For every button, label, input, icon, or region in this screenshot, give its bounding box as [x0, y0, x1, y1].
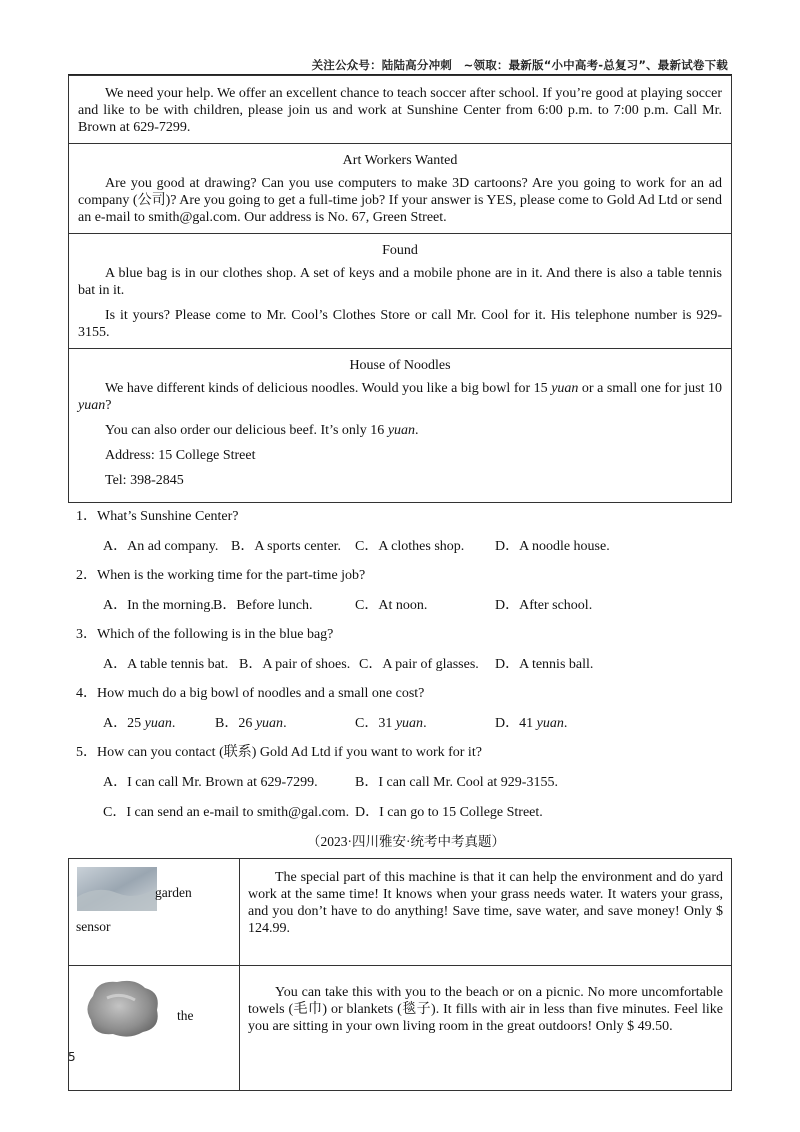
option-value: B．26 — [215, 716, 253, 731]
ad-noodles-para-2 — [78, 422, 722, 439]
question-options — [76, 773, 736, 793]
option-a[interactable]: A．I can call Mr. Brown at 629-7299. — [103, 775, 318, 790]
option-value: A．25 — [103, 716, 142, 731]
option-b[interactable]: B．Before lunch. — [213, 598, 313, 613]
ad-found-para-2: Is it yours? Please come to Mr. Cool’s Clothes Store or call Mr. Cool for it. His telephone number is 929-3155. — [78, 308, 722, 340]
question-options — [76, 537, 736, 557]
ad-found — [69, 234, 732, 349]
option-end: . — [283, 716, 287, 731]
option-c[interactable]: C．I can send an e-mail to smith@gal.com. — [103, 805, 350, 820]
ad-noodles-address: Address: 15 College Street — [105, 448, 256, 463]
option-d[interactable]: D．After school. — [495, 598, 593, 613]
option-b[interactable]: B．A pair of shoes. — [239, 657, 351, 672]
ad-noodles — [69, 349, 732, 503]
ad-noodles-tel: Tel: 398-2845 — [105, 473, 184, 488]
option-c[interactable]: C．A clothes shop. — [355, 539, 465, 554]
question-4 — [76, 684, 736, 734]
ad-art-workers — [69, 144, 732, 234]
option-c[interactable]: C．At noon. — [355, 598, 428, 613]
air-cushion-image — [83, 976, 163, 1040]
noodles-text-e: ? — [105, 398, 112, 413]
product-label-the: the — [177, 1008, 194, 1023]
option-end: . — [563, 716, 568, 731]
ad-soccer-text: We need your help. We offer an excellent chance to teach soccer after school. If you’re good at playing soccer and like to be with children, please join us and work at Sunshine Center from 6:00 p.m. to 7:00 p.m. Call Mr. Brown at 629-7299. — [78, 86, 722, 135]
product-description: You can take this with you to the beach or on a picnic. No more uncomfortable towels (毛巾) or blankets (毯子). It fills with air in less than five minutes. Feel like you are sitting in your own living room in the great outdoors! Only $ 49.50. — [248, 985, 723, 1034]
page-number: 5 — [68, 1050, 76, 1064]
option-b[interactable]: B．A sports center. — [231, 539, 342, 554]
option-a[interactable] — [103, 714, 175, 734]
question-stem: 3．Which of the following is in the blue bag? — [76, 627, 334, 642]
question-stem: 5．How can you contact (联系) Gold Ad Ltd if you want to work for it? — [76, 745, 482, 760]
ad-found-para-1: A blue bag is in our clothes shop. A set of keys and a mobile phone are in it. And there is also a table tennis bat in it. — [78, 266, 722, 298]
option-c[interactable] — [355, 714, 427, 734]
option-unit: yuan — [255, 716, 284, 731]
option-d[interactable]: D．I can go to 15 College Street. — [355, 805, 543, 820]
page-header: 关注公众号：陆陆高分冲刺 ~领取：最新版“小中高考-总复习”、最新试卷下载 — [311, 58, 728, 72]
product-row-garden-sensor — [69, 859, 732, 966]
ads-table — [68, 75, 732, 503]
question-1 — [76, 507, 736, 557]
question-5 — [76, 743, 736, 823]
option-a[interactable]: A．An ad company. — [103, 539, 219, 554]
option-c[interactable]: C．A pair of glasses. — [359, 657, 479, 672]
question-3 — [76, 625, 736, 675]
option-value: C．31 — [355, 716, 393, 731]
question-stem: 2．When is the working time for the part-time job? — [76, 568, 366, 583]
ad-art-title: Art Workers Wanted — [342, 153, 458, 168]
ad-noodles-para-1 — [78, 380, 722, 414]
option-value: D．41 — [495, 716, 534, 731]
ad-found-title: Found — [382, 243, 418, 258]
question-2 — [76, 566, 736, 616]
product-label-sensor: sensor — [76, 919, 111, 934]
product-description: The special part of this machine is that it can help the environment and do yard work at the same time! It knows when your grass needs water. It waters your grass, and you don’t have to do anything! Save time, save water, and save money! Only $ 124.99. — [248, 870, 723, 936]
ad-soccer — [69, 76, 732, 144]
option-d[interactable]: D．A tennis ball. — [495, 657, 594, 672]
product-row-air-cushion — [69, 966, 732, 1091]
noodles-beef-end: . — [415, 423, 419, 438]
question-options — [76, 803, 736, 823]
question-options — [76, 596, 736, 616]
products-table — [68, 858, 732, 1091]
question-stem: 1．What’s Sunshine Center? — [76, 509, 239, 524]
option-a[interactable]: A．In the morning. — [103, 598, 214, 613]
exam-source: （2023·四川雅安·统考中考真题） — [307, 834, 505, 849]
option-a[interactable]: A．A table tennis bat. — [103, 657, 229, 672]
ad-art-text: Are you good at drawing? Can you use computers to make 3D cartoons? Are you going to work for an ad company (公司)? Are you going to get a full-time job? If your answer is YES, please come to Gold Ad Ltd or send an e-mail to smith@gal.com. Our address is No. 67, Green Street. — [78, 176, 722, 225]
question-stem: 4．How much do a big bowl of noodles and a small one cost? — [76, 686, 425, 701]
noodles-unit-2: yuan — [78, 398, 106, 413]
option-end: . — [171, 716, 176, 731]
option-b[interactable]: B．I can call Mr. Cool at 929-3155. — [355, 775, 558, 790]
option-unit: yuan — [144, 716, 172, 731]
option-d[interactable]: D．A noodle house. — [495, 539, 610, 554]
questions-section — [76, 507, 736, 852]
ad-noodles-title: House of Noodles — [349, 358, 451, 373]
product-label-garden: garden — [155, 885, 192, 900]
noodles-text-c: or a small one for just 10 — [578, 381, 722, 396]
noodles-beef-text: You can also order our delicious beef. It’s only 16 — [105, 423, 388, 438]
noodles-text-a: We have different kinds of delicious noodles. Would you like a big bowl for 15 — [105, 381, 552, 396]
option-unit: yuan — [395, 716, 424, 731]
garden-sensor-image — [77, 867, 157, 911]
option-unit: yuan — [536, 716, 564, 731]
question-options — [76, 655, 736, 675]
option-b[interactable] — [215, 714, 287, 734]
option-d[interactable] — [495, 714, 567, 734]
noodles-unit-3: yuan — [387, 423, 416, 438]
option-end: . — [423, 716, 427, 731]
question-options — [76, 714, 736, 734]
noodles-unit-1: yuan — [551, 381, 579, 396]
